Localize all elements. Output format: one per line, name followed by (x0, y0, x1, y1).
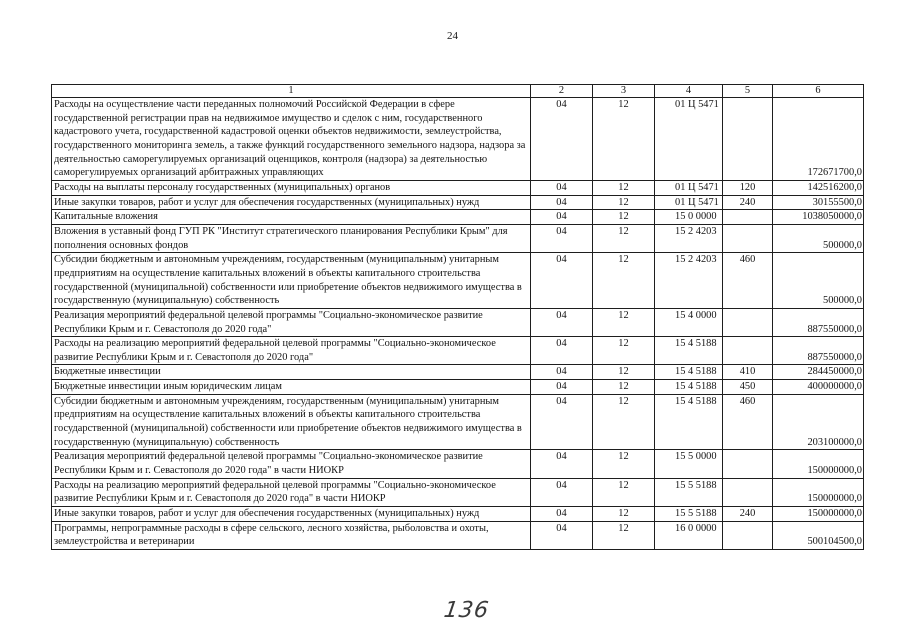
row-section: 04 (531, 450, 593, 478)
row-section: 04 (531, 394, 593, 450)
row-subsection: 12 (593, 210, 655, 225)
row-amount: 500000,0 (773, 224, 864, 252)
row-description: Бюджетные инвестиции (52, 365, 531, 380)
row-subsection: 12 (593, 507, 655, 522)
row-amount: 887550000,0 (773, 308, 864, 336)
row-subsection: 12 (593, 380, 655, 395)
row-expense-type (723, 308, 773, 336)
row-description: Реализация мероприятий федеральной целевой программы "Социально-экономическое развитие Республики Крым и г. Севастополя до 2020 года" (52, 308, 531, 336)
table-row (52, 365, 864, 380)
row-section: 04 (531, 253, 593, 309)
column-header-2: 2 (531, 85, 593, 98)
row-description: Расходы на реализацию мероприятий федеральной целевой программы "Социально-экономическое развитие Республики Крым и г. Севастополя до 2020 года" в части НИОКР (52, 478, 531, 506)
row-section: 04 (531, 308, 593, 336)
row-section: 04 (531, 365, 593, 380)
row-amount: 500000,0 (773, 253, 864, 309)
row-amount: 1038050000,0 (773, 210, 864, 225)
row-expense-type: 120 (723, 180, 773, 195)
table-row (52, 180, 864, 195)
table-body (52, 98, 864, 550)
row-subsection: 12 (593, 98, 655, 181)
row-expense-type: 240 (723, 195, 773, 210)
row-description: Программы, непрограммные расходы в сфере сельского, лесного хозяйства, рыболовства и охоты, землеустройства и ветеринарии (52, 521, 531, 549)
row-amount: 172671700,0 (773, 98, 864, 181)
row-subsection: 12 (593, 365, 655, 380)
row-section: 04 (531, 478, 593, 506)
row-amount: 400000000,0 (773, 380, 864, 395)
row-subsection: 12 (593, 224, 655, 252)
row-expense-type (723, 98, 773, 181)
row-expense-type (723, 450, 773, 478)
row-target-article: 01 Ц 5471 (655, 180, 723, 195)
column-header-5: 5 (723, 85, 773, 98)
row-expense-type: 240 (723, 507, 773, 522)
row-amount: 150000000,0 (773, 450, 864, 478)
row-description: Бюджетные инвестиции иным юридическим лицам (52, 380, 531, 395)
row-section: 04 (531, 337, 593, 365)
row-target-article: 01 Ц 5471 (655, 98, 723, 181)
row-target-article: 15 5 5188 (655, 507, 723, 522)
column-header-3: 3 (593, 85, 655, 98)
table-row (52, 521, 864, 549)
row-description: Субсидии бюджетным и автономным учреждениям, государственным (муниципальным) унитарным предприятиям на осуществление капитальных вложений в объекты капитального строительства государственной (муниципальной) собственности или приобретение объектов недвижимого имущества в государственную (муниципальную) собственность (52, 394, 531, 450)
header-row (52, 85, 864, 98)
row-target-article: 15 4 5188 (655, 394, 723, 450)
row-subsection: 12 (593, 308, 655, 336)
table-row (52, 450, 864, 478)
row-expense-type (723, 521, 773, 549)
row-amount: 500104500,0 (773, 521, 864, 549)
row-target-article: 15 4 5188 (655, 380, 723, 395)
row-subsection: 12 (593, 253, 655, 309)
table-row (52, 98, 864, 181)
row-description: Капитальные вложения (52, 210, 531, 225)
table-row (52, 195, 864, 210)
row-subsection: 12 (593, 450, 655, 478)
column-header-6: 6 (773, 85, 864, 98)
row-amount: 150000000,0 (773, 478, 864, 506)
row-target-article: 15 5 5188 (655, 478, 723, 506)
row-amount: 150000000,0 (773, 507, 864, 522)
table-row (52, 478, 864, 506)
row-description: Субсидии бюджетным и автономным учреждениям, государственным (муниципальным) унитарным предприятиям на осуществление капитальных вложений в объекты капитального строительства государственной (муниципальной) собственности или приобретение объектов недвижимого имущества в государственную (муниципальную) собственность (52, 253, 531, 309)
row-expense-type: 460 (723, 394, 773, 450)
column-header-4: 4 (655, 85, 723, 98)
row-amount: 284450000,0 (773, 365, 864, 380)
row-expense-type (723, 478, 773, 506)
table-row (52, 507, 864, 522)
row-subsection: 12 (593, 478, 655, 506)
row-target-article: 16 0 0000 (655, 521, 723, 549)
row-subsection: 12 (593, 337, 655, 365)
page-number: 24 (447, 30, 458, 42)
row-expense-type (723, 337, 773, 365)
table-row (52, 308, 864, 336)
table-row (52, 210, 864, 225)
row-expense-type: 460 (723, 253, 773, 309)
table-row (52, 253, 864, 309)
row-amount: 30155500,0 (773, 195, 864, 210)
row-description: Расходы на осуществление части переданных полномочий Российской Федерации в сфере государственной регистрации прав на недвижимое имущество и сделок с ним, государственного кадастрового учета, государственной кадастровой оценки объектов недвижимости, землеустройства, государственного мониторинга земель, а также функций государственного земельного надзора, надзора за деятельностью саморегулируемых организаций оценщиков, контроля (надзора) за деятельностью саморегулируемых организаций арбитражных управляющих (52, 98, 531, 181)
row-section: 04 (531, 210, 593, 225)
row-target-article: 15 4 0000 (655, 308, 723, 336)
row-section: 04 (531, 98, 593, 181)
row-section: 04 (531, 380, 593, 395)
row-expense-type: 410 (723, 365, 773, 380)
row-target-article: 15 4 5188 (655, 337, 723, 365)
row-subsection: 12 (593, 180, 655, 195)
row-amount: 203100000,0 (773, 394, 864, 450)
row-section: 04 (531, 180, 593, 195)
row-target-article: 15 5 0000 (655, 450, 723, 478)
row-description: Реализация мероприятий федеральной целевой программы "Социально-экономическое развитие Республики Крым и г. Севастополя до 2020 года" в части НИОКР (52, 450, 531, 478)
row-target-article: 15 0 0000 (655, 210, 723, 225)
row-subsection: 12 (593, 394, 655, 450)
column-header-1: 1 (52, 85, 531, 98)
row-description: Вложения в уставный фонд ГУП РК "Институт стратегического планирования Республики Крым" для пополнения основных фондов (52, 224, 531, 252)
table-row (52, 380, 864, 395)
row-amount: 887550000,0 (773, 337, 864, 365)
row-target-article: 01 Ц 5471 (655, 195, 723, 210)
row-section: 04 (531, 521, 593, 549)
row-amount: 142516200,0 (773, 180, 864, 195)
row-expense-type: 450 (723, 380, 773, 395)
row-section: 04 (531, 507, 593, 522)
row-target-article: 15 2 4203 (655, 224, 723, 252)
row-section: 04 (531, 195, 593, 210)
row-description: Иные закупки товаров, работ и услуг для обеспечения государственных (муниципальных) нужд (52, 507, 531, 522)
row-subsection: 12 (593, 521, 655, 549)
table-row (52, 394, 864, 450)
handwritten-sheet-number: 136 (442, 598, 491, 623)
row-target-article: 15 4 5188 (655, 365, 723, 380)
table-row (52, 224, 864, 252)
row-expense-type (723, 224, 773, 252)
row-expense-type (723, 210, 773, 225)
row-subsection: 12 (593, 195, 655, 210)
row-target-article: 15 2 4203 (655, 253, 723, 309)
row-description: Расходы на реализацию мероприятий федеральной целевой программы "Социально-экономическое развитие Республики Крым и г. Севастополя до 2020 года" (52, 337, 531, 365)
row-description: Иные закупки товаров, работ и услуг для обеспечения государственных (муниципальных) нужд (52, 195, 531, 210)
table-row (52, 337, 864, 365)
row-description: Расходы на выплаты персоналу государственных (муниципальных) органов (52, 180, 531, 195)
row-section: 04 (531, 224, 593, 252)
budget-table (51, 84, 864, 550)
